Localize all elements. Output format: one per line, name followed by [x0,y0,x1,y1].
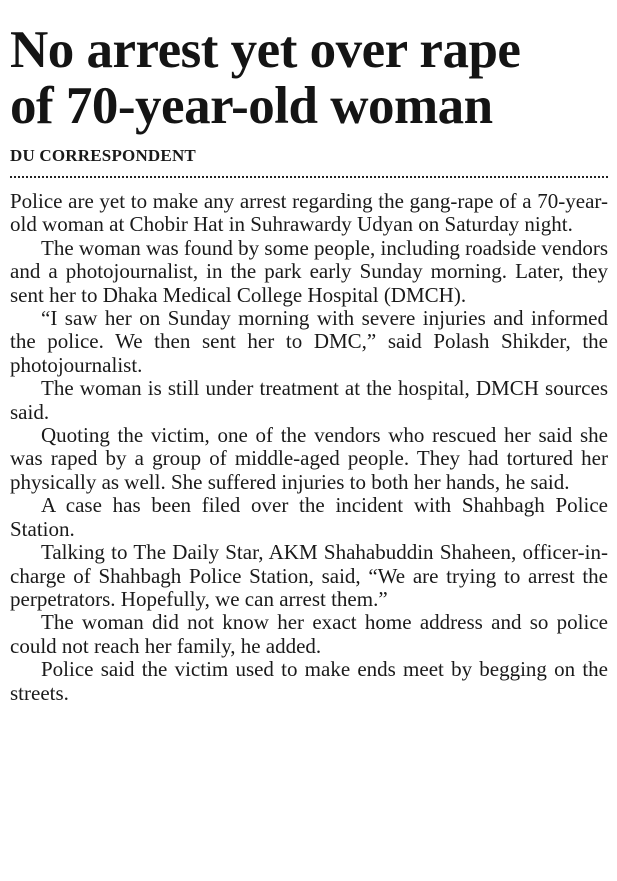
paragraph: The woman is still under treatment at the hospital, DMCH sources said. [10,376,608,424]
paragraph: “I saw her on Sunday morning with severe injuries and informed the police. We then sent her to DMC,” said Polash Shikder, the photojournalist. [10,306,608,377]
news-article [10,22,608,705]
paragraph: The woman did not know her exact home address and so police could not reach her family, he added. [10,610,608,658]
headline-line-2: of 70-year-old woman [10,77,493,135]
headline-line-1: No arrest yet over rape [10,21,521,79]
paragraph: Quoting the victim, one of the vendors who rescued her said she was raped by a group of middle-aged people. They had tortured her physically as well. She suffered injuries to both her hands, he said. [10,423,608,494]
paragraph: Talking to The Daily Star, AKM Shahabuddin Shaheen, officer-in-charge of Shahbagh Police Station, said, “We are trying to arrest the perpetrators. Hopefully, we can arrest them.” [10,540,608,611]
paragraph: Police said the victim used to make ends meet by begging on the streets. [10,657,608,705]
dotted-divider [10,176,608,178]
paragraph: Police are yet to make any arrest regarding the gang-rape of a 70-year-old woman at Chobir Hat in Suhrawardy Udyan on Saturday night. [10,189,608,237]
paragraph: A case has been filed over the incident with Shahbagh Police Station. [10,493,608,541]
byline: DU CORRESPONDENT [10,146,196,165]
article-body [10,190,608,705]
headline [10,22,608,134]
paragraph: The woman was found by some people, including roadside vendors and a photojournalist, in the park early Sunday morning. Later, they sent her to Dhaka Medical College Hospital (DMCH). [10,235,608,307]
